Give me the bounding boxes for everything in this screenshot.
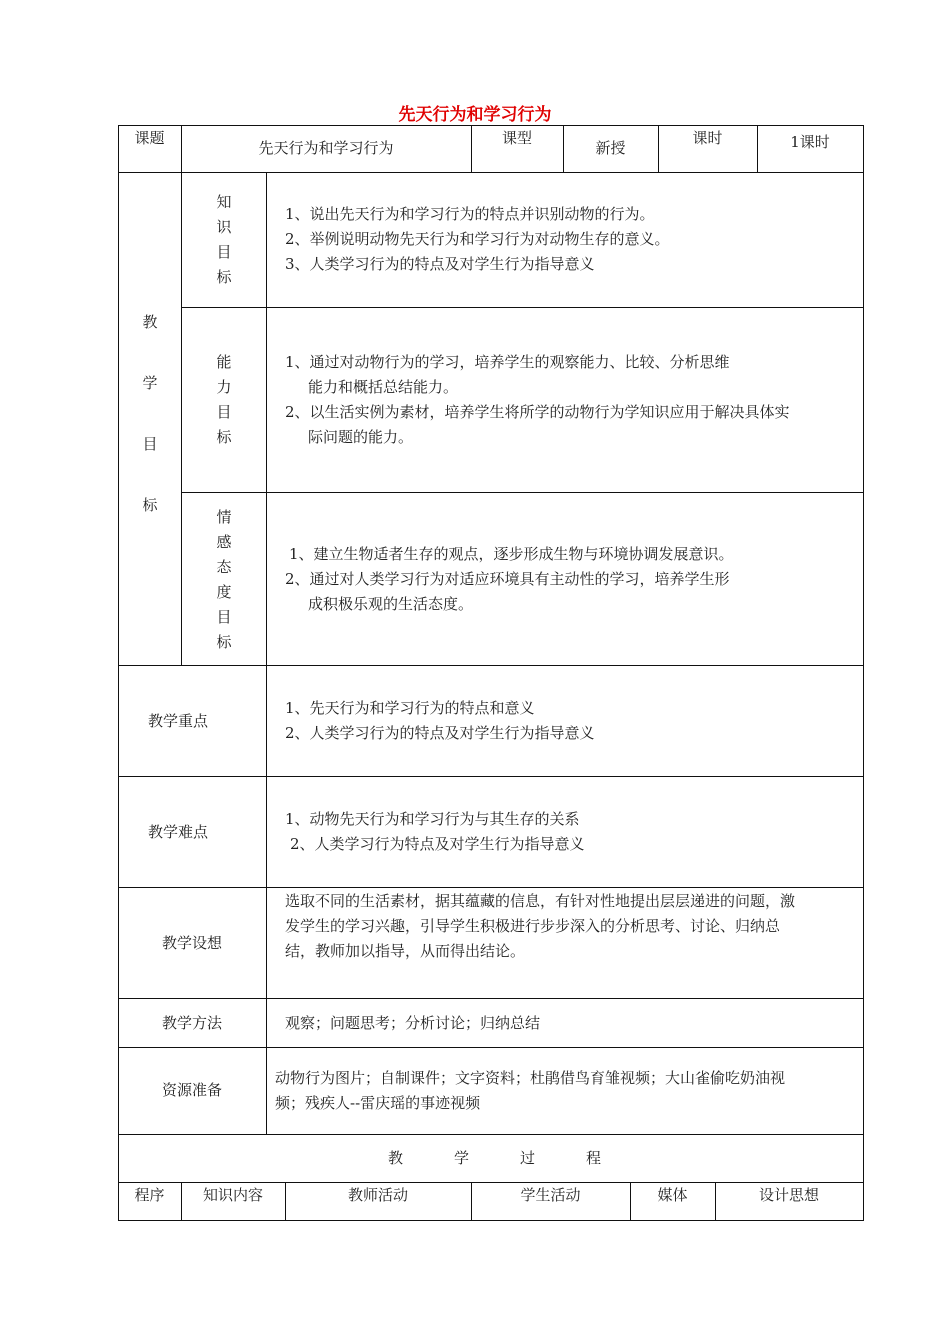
knowledge-line: 1、说出先天行为和学习行为的特点并识别动物的行为。 xyxy=(285,205,655,223)
table-border xyxy=(118,125,119,1221)
process-title-char: 过 xyxy=(520,1149,536,1167)
knowledge-label-char: 标 xyxy=(216,268,232,286)
emotion-label-char: 目 xyxy=(216,608,232,626)
column-header: 学生活动 xyxy=(520,1186,581,1204)
table-border xyxy=(863,125,864,1221)
objectives-label-char: 标 xyxy=(142,496,158,514)
emotion-line: 2、通过对人类学习行为对适应环境具有主动性的学习，培养学生形 xyxy=(285,570,730,588)
resources-line: 频；残疾人--雷庆瑶的事迹视频 xyxy=(275,1094,481,1112)
design-line: 选取不同的生活素材，据其蕴藏的信息，有针对性地提出层层递进的问题，激 xyxy=(285,892,796,910)
design-line: 发学生的学习兴趣，引导学生积极进行步步深入的分析思考、讨论、归纳总 xyxy=(285,917,781,935)
key-points-label: 教学重点 xyxy=(147,712,208,730)
column-header: 媒体 xyxy=(657,1186,688,1204)
table-border xyxy=(118,172,864,173)
emotion-label-char: 态 xyxy=(216,558,232,576)
table-border xyxy=(181,307,864,308)
table-border xyxy=(181,172,182,666)
knowledge-label-char: 目 xyxy=(216,243,232,261)
emotion-label-char: 标 xyxy=(216,633,232,651)
knowledge-label-char: 识 xyxy=(216,218,232,236)
ability-label xyxy=(204,350,244,450)
emotion-label xyxy=(204,505,244,655)
method-label: 教学方法 xyxy=(161,1014,222,1032)
topic-value: 先天行为和学习行为 xyxy=(258,139,394,157)
objectives-label-char: 学 xyxy=(142,374,158,392)
resources-line: 动物行为图片；自制课件；文字资料；杜鹃借鸟育雏视频；大山雀偷吃奶油视 xyxy=(275,1069,786,1087)
process-title-char: 学 xyxy=(454,1149,470,1167)
difficulties-line: 2、人类学习行为特点及对学生行为指导意义 xyxy=(290,835,585,853)
process-title-char: 教 xyxy=(388,1149,404,1167)
knowledge-line: 2、举例说明动物先天行为和学习行为对动物生存的意义。 xyxy=(285,230,670,248)
table-border xyxy=(118,1134,864,1135)
process-title-char: 程 xyxy=(586,1149,602,1167)
table-border xyxy=(118,665,864,666)
column-header: 知识内容 xyxy=(202,1186,263,1204)
emotion-label-char: 情 xyxy=(216,508,232,526)
emotion-label-char: 度 xyxy=(216,583,232,601)
ability-line: 际问题的能力。 xyxy=(308,428,414,446)
knowledge-label xyxy=(204,190,244,290)
key-points-line: 1、先天行为和学习行为的特点和意义 xyxy=(285,699,535,717)
column-header: 教师活动 xyxy=(347,1186,408,1204)
difficulties-line: 1、动物先天行为和学习行为与其生存的关系 xyxy=(285,810,580,828)
topic-label: 课题 xyxy=(134,129,165,147)
emotion-label-char: 感 xyxy=(216,533,232,551)
type-value: 新授 xyxy=(595,139,626,157)
ability-label-char: 能 xyxy=(216,353,232,371)
type-label: 课型 xyxy=(501,129,532,147)
emotion-line: 成积极乐观的生活态度。 xyxy=(308,595,474,613)
ability-label-char: 力 xyxy=(216,378,232,396)
design-line: 结，教师加以指导，从而得出结论。 xyxy=(285,942,526,960)
ability-line: 能力和概括总结能力。 xyxy=(308,378,459,396)
ability-line: 2、以生活实例为素材，培养学生将所学的动物行为学知识应用于解决具体实 xyxy=(285,403,790,421)
difficulties-label: 教学难点 xyxy=(147,823,208,841)
hours-value: 1课时 xyxy=(790,133,830,151)
ability-label-char: 目 xyxy=(216,403,232,421)
objectives-label xyxy=(130,310,170,518)
ability-line: 1、通过对动物行为的学习，培养学生的观察能力、比较、分析思维 xyxy=(285,353,730,371)
table-border xyxy=(118,1047,864,1048)
table-border xyxy=(266,172,267,1135)
hours-label: 课时 xyxy=(692,129,723,147)
objectives-label-char: 目 xyxy=(142,435,158,453)
ability-label-char: 标 xyxy=(216,428,232,446)
resources-label: 资源准备 xyxy=(161,1081,222,1099)
column-header: 设计思想 xyxy=(758,1186,819,1204)
table-border xyxy=(118,776,864,777)
table-border xyxy=(118,998,864,999)
emotion-line: 1、建立生物适者生存的观点，逐步形成生物与环境协调发展意识。 xyxy=(289,545,734,563)
table-border xyxy=(118,1220,864,1221)
method-value: 观察；问题思考；分析讨论；归纳总结 xyxy=(285,1014,541,1032)
objectives-label-char: 教 xyxy=(142,313,158,331)
design-label: 教学设想 xyxy=(161,934,222,952)
table-border xyxy=(181,492,864,493)
knowledge-line: 3、人类学习行为的特点及对学生行为指导意义 xyxy=(285,255,595,273)
key-points-line: 2、人类学习行为的特点及对学生行为指导意义 xyxy=(285,724,595,742)
table-border xyxy=(118,887,864,888)
knowledge-label-char: 知 xyxy=(216,193,232,211)
document-title: 先天行为和学习行为 xyxy=(398,105,552,125)
column-header: 程序 xyxy=(134,1186,165,1204)
